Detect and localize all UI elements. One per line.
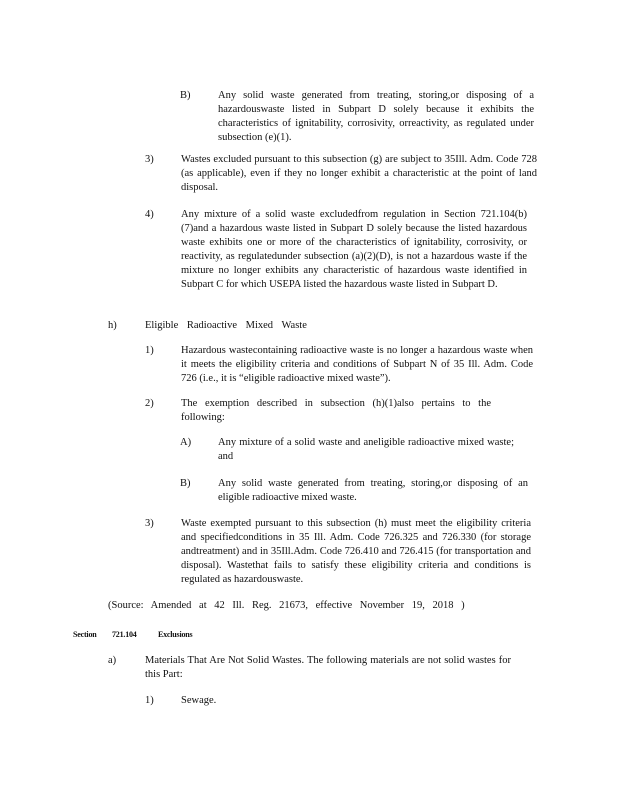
item-label: h) <box>108 320 117 331</box>
section-title: Exclusions <box>158 630 193 639</box>
item-text: Any mixture of a solid waste and aneligible radioactive mixed waste; and <box>218 437 514 462</box>
item-label: A) <box>180 437 192 448</box>
subsection-heading: Eligible Radioactive Mixed Waste <box>145 320 307 331</box>
item-label: 3) <box>145 518 154 529</box>
section-number: 721.104 <box>112 630 137 639</box>
item-text: Any mixture of a solid waste excludedfrom regulation in Section 721.104(b)(7)and a hazardous waste listed in Subpart D solely because the listed hazardous waste exhibits one or more of the characteristics of ignitability, corrosivity, or reactivity, as regulatedunder subsection (a)(2)(D), is not a hazardous waste if the mixture no longer exhibits any characteristic of hazardous waste identified in Subpart C for which USEPA listed the hazardous waste listed in Subpart D. <box>181 209 527 290</box>
item-text: Materials That Are Not Solid Wastes. The following materials are not solid wastes for this Part: <box>145 655 511 680</box>
item-label: a) <box>108 655 117 666</box>
item-text: The exemption described in subsection (h)(1)also pertains to the following: <box>181 398 491 423</box>
item-text: Sewage. <box>181 695 217 706</box>
item-label: 4) <box>145 209 154 220</box>
item-text: Hazardous wastecontaining radioactive waste is no longer a hazardous waste when it meets the eligibility criteria and conditions of Subpart N of 35 Ill. Adm. Code 726 (i.e., it is “eligible radioactive mixed waste”). <box>181 345 533 384</box>
item-text: Wastes excluded pursuant to this subsection (g) are subject to 35Ill. Adm. Code 728 (as applicable), even if they no longer exhibit a characteristic at the point of land disposal. <box>181 154 537 193</box>
item-label: 1) <box>145 695 154 706</box>
item-label: 1) <box>145 345 154 356</box>
item-text: Waste exempted pursuant to this subsection (h) must meet the eligibility criteria and specifiedconditions in 35 Ill. Adm. Code 726.325 and 726.330 (for storage andtreatment) and in 35Ill.Adm. Code 726.410 and 726.415 (for transportation and disposal). Wastethat fails to satisfy these eligibility criteria and conditions is regulated as hazardouswaste. <box>181 518 531 585</box>
item-label: B) <box>180 90 191 101</box>
section-word: Section <box>73 630 97 639</box>
item-label: 2) <box>145 398 154 409</box>
source-note: (Source: Amended at 42 Ill. Reg. 21673, effective November 19, 2018 ) <box>108 600 465 611</box>
item-text: Any solid waste generated from treating, storing,or disposing of an eligible radioactive mixed waste. <box>218 478 528 503</box>
item-text: Any solid waste generated from treating, storing,or disposing of a hazardouswaste listed in Subpart D solely because it exhibits the characteristics of ignitability, corrosivity, orreactivity, as regulated under subsection (e)(1). <box>218 90 534 143</box>
item-label: B) <box>180 478 191 489</box>
item-label: 3) <box>145 154 154 165</box>
